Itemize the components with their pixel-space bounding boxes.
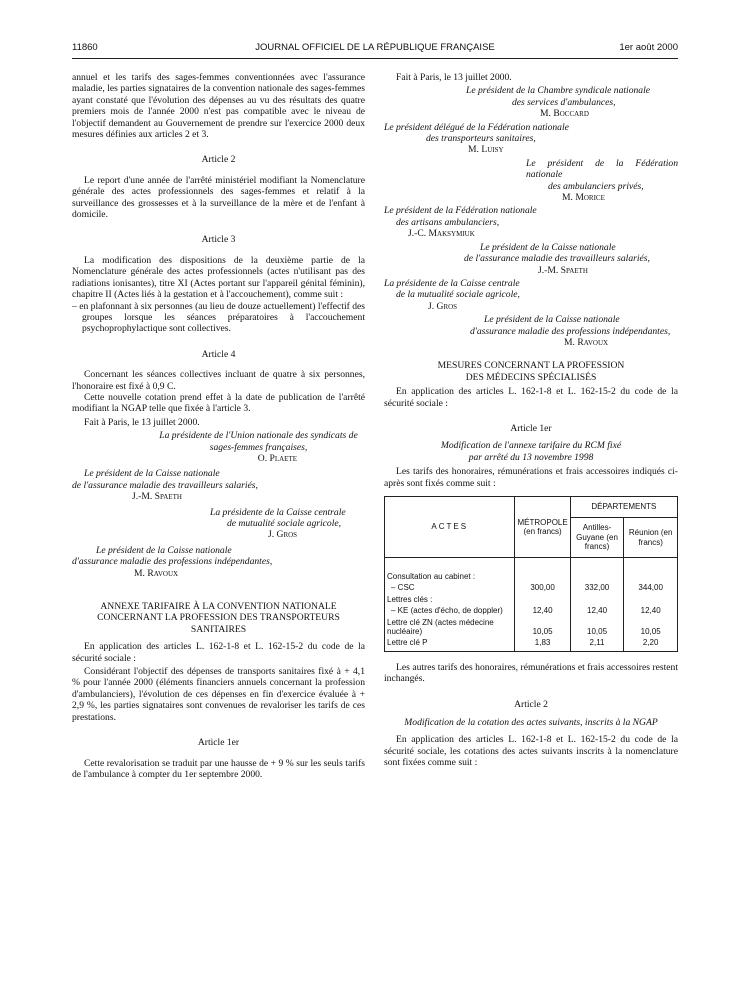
article-subtitle: Modification de la cotation des actes suivants, inscrits à la NGAP xyxy=(404,717,658,729)
table-cell: 332,00 xyxy=(570,582,624,593)
signatory-name: J.-M. Spaeth xyxy=(132,491,182,503)
signature-block xyxy=(384,314,678,348)
paragraph: Les tarifs des honoraires, rémunérations et frais accessoires indiqués ci-après sont fixés comme suit : xyxy=(384,466,678,489)
signature-place-date: Fait à Paris, le 13 juillet 2000. xyxy=(84,416,200,428)
paragraph: En application des articles L. 162-1-8 et L. 162-15-2 du code de la sécurité sociale, les cotations des actes suivants inscrits à la nomenclature sont fixées comme suit : xyxy=(384,734,678,769)
signature-block xyxy=(72,545,365,579)
tariff-table xyxy=(384,496,678,652)
signatory-title: Le président de la Caisse nationale xyxy=(96,544,232,556)
signatory-title: La présidente de la Caisse centrale xyxy=(384,277,520,289)
table-cell-label: Lettres clés : xyxy=(385,594,515,605)
table-cell: 12,40 xyxy=(515,605,570,616)
signature-block xyxy=(384,242,678,276)
table-cell: 344,00 xyxy=(624,582,678,593)
table-header-reunion: Réunion (en francs) xyxy=(624,518,678,558)
signatory-title: de mutualité sociale agricole, xyxy=(227,518,342,529)
table-row xyxy=(385,637,678,651)
table-header-antilles: Antilles-Guyane (en francs) xyxy=(570,518,624,558)
right-column xyxy=(384,72,678,769)
article-subtitle: Modification de l'annexe tarifaire du RCM fixé xyxy=(440,440,622,452)
table-cell xyxy=(570,558,624,583)
table-cell-label: Lettre clé ZN (actes médecine nucléaire) xyxy=(385,617,515,638)
signatory-name: M. Boccard xyxy=(540,108,589,120)
signatory-name: M. Ravoux xyxy=(564,336,609,348)
table-cell xyxy=(515,594,570,605)
table-cell: 10,05 xyxy=(570,617,624,638)
table-cell: 2,20 xyxy=(624,637,678,651)
table-cell-label: Lettre clé P xyxy=(385,637,515,651)
article-heading: Article 4 xyxy=(201,348,236,360)
table-cell xyxy=(515,558,570,583)
table-cell xyxy=(624,594,678,605)
table-cell: 300,00 xyxy=(515,582,570,593)
table-header-metropole: MÉTROPOLE (en francs) xyxy=(515,497,570,558)
signatory-title: La présidente de l'Union nationale des syndicats de sages-femmes françaises, xyxy=(159,430,358,453)
signatory-title: de l'assurance maladie des travailleurs salariés, xyxy=(72,479,258,491)
article-heading: Article 3 xyxy=(201,234,236,246)
signatory-title: des ambulanciers privés, xyxy=(548,180,644,192)
table-cell-label: – KE (actes d'écho, de doppler) xyxy=(385,605,515,616)
signatory-title: des transporteurs sanitaires, xyxy=(426,133,536,145)
section-title: DES MÉDECINS SPÉCIALISÉS xyxy=(465,371,597,383)
table-row xyxy=(385,582,678,593)
paragraph: La modification des dispositions de la deuxième partie de la Nomenclature générale des actes professionnels (actes n'utilisant pas des radiations ionisantes), titre XI (Actes portant sur l'appareil génital féminin), chapitre II (Actes liés à la gestation et à l'accouchement), comme suit : xyxy=(72,254,365,301)
signatory-name: J.-C. Maksymiuk xyxy=(408,228,475,240)
signatory-title: Le président de la Caisse nationale xyxy=(484,314,620,326)
table-cell-label: Consultation au cabinet : xyxy=(385,558,515,583)
paragraph: Considérant l'objectif des dépenses de transports sanitaires fixé à + 4,1 % pour l'année 2000 (éléments financiers annuels concernant la profession d'ambulanciers), l'évolution de ces dépenses en fin d'exercice évaluée à + 2,9 %, les parties signataires sont convenues de revaloriser les tarifs de ces prestations. xyxy=(72,666,365,723)
signature-block xyxy=(72,507,365,541)
table-row xyxy=(385,605,678,616)
signatory-name: M. Ravoux xyxy=(134,567,179,579)
journal-title: JOURNAL OFFICIEL DE LA RÉPUBLIQUE FRANÇAISE xyxy=(255,42,495,53)
article-heading: Article 2 xyxy=(514,698,548,710)
signatory-name: M. Morice xyxy=(562,192,605,204)
paragraph: Concernant les séances collectives incluant de quatre à six personnes, l'honoraire est fixé à 0,9 C. xyxy=(72,369,365,392)
table-row xyxy=(385,558,678,583)
paragraph: Le report d'une année de l'arrêté ministériel modifiant la Nomenclature générale des actes professionnels des sages-femmes et relatif à la surveillance des grossesses et à la surveillance de la mère et de l'enfant à domicile. xyxy=(72,174,365,221)
page-header xyxy=(72,42,678,56)
article-heading: Article 1er xyxy=(197,737,240,749)
paragraph: Les autres tarifs des honoraires, rémunérations et frais accessoires restent inchangés. xyxy=(384,661,678,685)
table-cell: 1,83 xyxy=(515,637,570,651)
signature-block xyxy=(384,85,678,119)
signatory-title: des services d'ambulances, xyxy=(512,96,616,108)
signatory-name: O. Plaete xyxy=(257,452,297,464)
table-cell: 2,11 xyxy=(570,637,624,651)
signature-block xyxy=(384,205,678,239)
signatory-title: des artisans ambulanciers, xyxy=(396,216,500,228)
section-title: MESURES CONCERNANT LA PROFESSION xyxy=(437,360,625,372)
signatory-title: Le président de la Caisse nationale xyxy=(84,468,220,480)
page-number: 11860 xyxy=(72,42,98,53)
signatory-name: J. Gros xyxy=(268,529,298,541)
signatory-title: d'assurance maladie des professions indépendantes, xyxy=(470,325,671,337)
left-column xyxy=(72,72,365,780)
paragraph: Cette revalorisation se traduit par une hausse de + 9 % sur les seuls tarifs de l'ambulance à compter du 1er septembre 2000. xyxy=(72,757,365,780)
signature-block xyxy=(72,430,365,464)
paragraph: Cette nouvelle cotation prend effet à la date de publication de l'arrêté modifiant la NGAP telle que fixée à l'article 3. xyxy=(72,391,365,415)
article-heading: Article 2 xyxy=(201,154,236,166)
signatory-name: J.-M. Spaeth xyxy=(538,264,588,276)
signatory-title: Le président de la Caisse nationale xyxy=(480,241,616,253)
table-cell xyxy=(570,594,624,605)
paragraph: En application des articles L. 162-1-8 et L. 162-15-2 du code de la sécurité sociale : xyxy=(72,641,365,664)
table-header-actes: ACTES xyxy=(385,497,515,558)
table-cell xyxy=(624,558,678,583)
signatory-title: de l'assurance maladie des travailleurs salariés, xyxy=(464,253,650,265)
signatory-title: d'assurance maladie des professions indépendantes, xyxy=(72,556,273,568)
signature-block xyxy=(384,122,678,156)
signatory-title: La présidente de la Caisse centrale xyxy=(210,506,346,518)
signature-block xyxy=(384,278,678,312)
table-cell: 12,40 xyxy=(570,605,624,616)
signatory-name: M. Luisy xyxy=(468,144,504,156)
signatory-title: Le président de la Fédération nationale xyxy=(384,205,537,217)
signature-place-date: Fait à Paris, le 13 juillet 2000. xyxy=(396,72,512,83)
table-row xyxy=(385,617,678,638)
signatory-title: Le président de la Chambre syndicale nationale xyxy=(466,85,651,97)
table-cell: 10,05 xyxy=(624,617,678,638)
bullet-item: – en plafonnant à six personnes (au lieu de douze actuellement) l'effectif des groupes lorsque les séances préparatoires à l'accouchement psychoprophylactique sont collectives. xyxy=(72,300,365,335)
paragraph: annuel et les tarifs des sages-femmes conventionnées avec l'assurance maladie, les parties signataires de la convention nationale des sages-femmes ayant constaté que l'évolution des dépenses au vu des résultats des quatre premiers mois de l'année 2000 n'est pas compatible avec le niveau de l'objectif demandent au Gouvernement de prendre sur l'exercice 2000 deux mesures définies aux articles 2 et 3. xyxy=(72,72,365,141)
signatory-title: Le président de la Fédération nationale xyxy=(526,157,678,181)
signature-block xyxy=(384,158,678,204)
signatory-title: de la mutualité sociale agricole, xyxy=(396,289,520,301)
article-subtitle: par arrêté du 13 novembre 1998 xyxy=(468,451,594,463)
issue-date: 1er août 2000 xyxy=(619,42,678,53)
paragraph: En application des articles L. 162-1-8 et L. 162-15-2 du code de la sécurité sociale : xyxy=(384,386,678,409)
table-header-departements: DÉPARTEMENTS xyxy=(570,497,677,518)
table-cell: 10,05 xyxy=(515,617,570,638)
signatory-name: J. Gros xyxy=(428,300,458,312)
signatory-title: Le président délégué de la Fédération nationale xyxy=(384,121,569,133)
signature-block xyxy=(72,468,365,502)
article-heading: Article 1er xyxy=(510,422,552,434)
header-rule xyxy=(72,58,678,59)
annex-title: ANNEXE TARIFAIRE À LA CONVENTION NATIONALE CONCERNANT LA PROFESSION DES TRANSPORTEURS SANITAIRES xyxy=(97,601,340,635)
table-cell: 12,40 xyxy=(624,605,678,616)
table-row xyxy=(385,594,678,605)
table-cell-label: – CSC xyxy=(385,582,515,593)
